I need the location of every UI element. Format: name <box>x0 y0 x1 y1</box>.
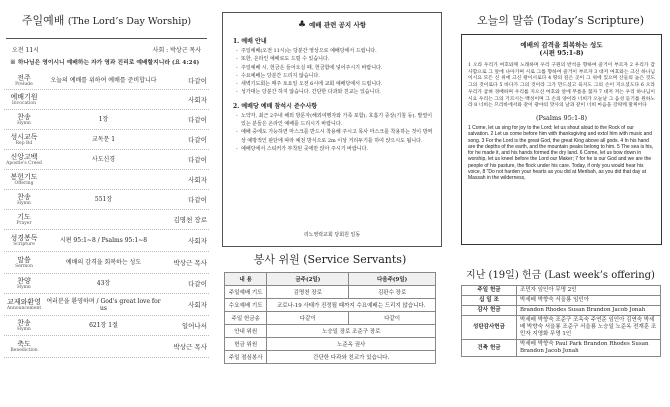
order-label-en: Prelude <box>15 81 33 87</box>
scripture-box <box>461 34 662 245</box>
table-cell: 수요예배 기도 <box>225 299 267 312</box>
order-row <box>4 150 209 170</box>
offering-category: 주일 헌금 <box>462 286 517 296</box>
order-label-en: Hymn <box>17 201 31 206</box>
order-label <box>4 74 44 87</box>
order-person: 다같이 <box>188 280 207 288</box>
order-content: 621장 1절 <box>89 322 118 329</box>
order-label-en: Offering <box>14 181 34 186</box>
offering-title: 지난 (19일) 헌금 (Last week’s offering) <box>466 270 655 281</box>
order-content: 시편 95:1~8 / Psalms 95:1~8 <box>59 237 148 244</box>
scripture-heading-text: 예배의 감격을 회복하는 성도 <box>520 41 603 49</box>
table-cell: 주일 점심봉사 <box>225 351 267 364</box>
table-cell: 주일예배 기도 <box>225 286 267 299</box>
notice-item: - 새벽기도회는 매주 토요일 오전 6시에 교회 예배당에서 드립니다. <box>241 80 435 88</box>
table-cell: 헌금 위원 <box>225 338 267 351</box>
order-label <box>4 340 44 353</box>
order-label-en: Hymn <box>17 285 31 290</box>
order-label-ko: 신앙고백 <box>10 153 38 161</box>
table-row <box>462 286 661 296</box>
table-row <box>462 340 661 357</box>
order-label-ko: 찬양 <box>17 277 31 285</box>
scripture-title: 오늘의 말씀 (Today’s Scripture) <box>476 14 645 27</box>
scripture-heading <box>462 35 661 57</box>
order-person: 일어나서 <box>181 322 207 330</box>
order-row <box>4 252 209 274</box>
notice-item: - 주일예배(오전 11시)는 당분간 영상으로 예배당에서 드립니다. <box>241 47 435 55</box>
worship-panel <box>0 0 213 407</box>
table-row <box>225 351 436 364</box>
table-row <box>462 306 661 316</box>
scripture-panel <box>451 0 670 407</box>
notice-item: - 노약자, 최근 2주내 해외 방문자(해외여행자와 가족 포함), 호흡기 증상(기침 등), 발열이 있는 분들은 온라인 예배를 드리시기 바랍니다. <box>241 112 435 129</box>
notice-item: - 수요예배는 당분간 드리지 않습니다. <box>241 72 435 80</box>
table-cell: 다같이 <box>349 312 436 325</box>
table-row <box>225 312 436 325</box>
offering-category: 성탄감사헌금 <box>462 316 517 340</box>
order-person: 다같이 <box>188 136 207 144</box>
order-label-en: Rep Rd <box>15 141 33 146</box>
order-label <box>4 213 44 226</box>
order-row <box>4 294 209 316</box>
order-row <box>4 336 209 358</box>
table-header-cell: 금주(2일) <box>267 273 349 286</box>
order-person: 다같이 <box>188 76 207 85</box>
table-cell: 안내 위원 <box>225 325 267 338</box>
order-label <box>4 193 44 206</box>
order-label <box>4 173 44 186</box>
scripture-text-ko: 1 오라 우리가 여호와께 노래하며 우리 구원의 반석을 향하여 즐거이 부르자 2 우리가 감사함으로 그 앞에 나아가며 시로 그를 향하여 즐거이 부르자 3 대저 여호와는 크신 하나님이시요 모든 신 위에 크신 왕이시로다 4 땅의 깊은 곳이 그 위에 있으며 산들의 높은 것도 그의 것이로다 5 바다가 그의 것이라 그가 만드셨고 육지도 그의 손이 지으셨도다 6 오라 우리가 굽혀 경배하며 우리를 지으신 여호와 앞에 무릎을 꿇자 7 대저 저는 우리 하나님이시요 우리는 그의 기르시는 백성이며 그 손의 양이라 너희가 오늘날 그 음성 듣기를 원하노라 8 너희는 므리바에서와 같이 광야의 맛사의 날과 같이 너희 마음을 강퍅케 말찌어다 <box>468 63 655 109</box>
order-label-en: Hymn <box>17 121 31 126</box>
order-label-en: Announcement <box>6 306 42 311</box>
notice-panel <box>216 0 444 407</box>
order-label-ko: 찬송 <box>17 113 31 121</box>
notice-item: - 예배 중에도 가능하면 마스크를 반드시 착용해 주시고 목사 마스크를 착용하는 것이 방역상 예방적인 판단에 따라 예전 방식으로 2m 이상 거리두기를 하여 앉으시도 됩니다. <box>241 128 435 145</box>
offering-category: 감사 헌금 <box>462 306 517 316</box>
table-row <box>225 325 436 338</box>
order-label-ko: 전주 <box>17 73 31 82</box>
order-label-en: Benediction <box>10 348 38 353</box>
offering-names: Brandon Rhodes Susan Brandon Jacob Jonah <box>517 306 661 316</box>
order-list <box>0 71 213 358</box>
order-label-ko: 봉헌기도 <box>10 173 38 181</box>
scripture-ref-ko: (시편 95:1-8) <box>539 49 584 57</box>
table-cell: 주일 헌금송 <box>225 312 267 325</box>
order-row <box>4 170 209 190</box>
order-person: 박상근 목사 <box>173 259 207 267</box>
order-person: 다같이 <box>188 156 207 164</box>
notice-footer: 리노영락교회 당회원 일동 <box>303 232 361 238</box>
table-cell: 노승일 장로 조준구 장로 <box>267 325 436 338</box>
order-person: 다같이 <box>188 196 207 204</box>
scripture-text-en: 1 Come, let us sing for joy to the Lord; let us shout aloud to the Rock of our salvation. 2 Let us come before him with thanksgiving and extol him with music and song. 3 For the Lord is the great God, the great King above all gods. 4 In his hand are the depths of the earth, and the mountain peaks belong to him. 5 The sea is his, for he made it, and his hands formed the dry land. 6 Come, let us bow down in worship, let us kneel before the Lord our Maker; 7 for he is our God and we are the people of his pasture, the flock under his care. Today, if only you would hear his voice, 8 "Do not harden your hearts as you did at Meribah, as you did that day at Massah in the wilderness, <box>468 124 654 182</box>
table-cell: 김명천 장로 <box>267 286 349 299</box>
offering-names: 박세배 박향숙 조준구 조옥숙 주연준 임인아 김연숙 박세배 박향숙 서을룡 조준구 서을룡 노승일 노준옥 전재훈 조민자 지영화 무명 1인 <box>517 316 661 340</box>
offering-names: 박세배 박향숙 서을룡 임인아 <box>517 296 661 306</box>
order-person: 김명천 장로 <box>173 216 207 224</box>
order-row <box>4 230 209 252</box>
order-label-en: Hymn <box>17 327 31 332</box>
table-cell: 간단한 다과와 친교가 있습니다. <box>267 351 436 364</box>
order-label <box>4 113 44 126</box>
order-row <box>4 210 209 230</box>
table-header-cell: 내 용 <box>225 273 267 286</box>
order-person: 사회자 <box>188 176 207 184</box>
order-label <box>4 256 44 269</box>
order-label <box>4 93 44 106</box>
offering-category: 건축 헌금 <box>462 340 517 357</box>
order-row <box>4 90 209 110</box>
notice-item: - 주일예배 시, 헌금은 들어오실 때, 헌금함에 넣어주시기 바랍니다. <box>241 64 435 72</box>
order-person: 다같이 <box>188 116 207 124</box>
order-label-ko: 기도 <box>17 213 31 221</box>
order-content: 여러분을 환영하며 / God's great love for us <box>46 297 161 312</box>
notice-heading <box>223 13 441 32</box>
order-label-en: Apostle's Creed <box>6 161 42 166</box>
order-content: 예배의 감격을 회복하는 성도 <box>65 259 142 266</box>
worship-presider: 사회 : 박상근 목사 <box>152 47 201 54</box>
order-content: 551장 <box>94 196 113 203</box>
order-content: 1장 <box>98 116 109 123</box>
table-cell: 코로나-19 사태가 진정될 때까지 수요예배는 드리지 않습니다. <box>267 299 436 312</box>
notice-section-2-list <box>223 112 441 153</box>
table-row <box>225 299 436 312</box>
table-row <box>225 286 436 299</box>
table-header-cell: 다음주(9일) <box>349 273 436 286</box>
order-label-en: Invocation <box>12 101 36 106</box>
offering-category: 십 일 조 <box>462 296 517 306</box>
order-person: 박상근 목사 <box>173 343 207 351</box>
servants-table <box>224 272 436 364</box>
order-label-en: Scripture <box>13 242 35 247</box>
worship-title <box>0 0 213 38</box>
table-row <box>462 316 661 340</box>
order-label-ko: 성시교독 <box>10 133 38 141</box>
table-cell: 노준옥 권사 <box>267 338 436 351</box>
table-row <box>225 338 436 351</box>
order-content: 교독문 1 <box>91 136 116 143</box>
order-label <box>4 298 44 311</box>
notice-item: - 성가대는 당분간 하지 않습니다. 간단한 다과와 친교는 있습니다. <box>241 88 435 96</box>
order-label-ko: 성경봉독 <box>10 234 38 242</box>
order-content: 오늘의 예배를 위하여 예배를 준비합니다 <box>50 76 157 84</box>
order-label <box>4 234 44 247</box>
notice-box <box>222 12 442 247</box>
order-row <box>4 110 209 130</box>
table-cell: 김판수 장로 <box>349 286 436 299</box>
order-row <box>4 316 209 336</box>
table-row <box>462 296 661 306</box>
order-row <box>4 190 209 210</box>
notice-heading-text: 예배 관련 공지 사항 <box>309 21 367 29</box>
notice-section-1-list <box>223 47 441 97</box>
club-suit-icon: ♣ <box>297 20 307 30</box>
order-person: 사회자 <box>188 96 207 104</box>
order-label-en: Sermon <box>15 264 33 269</box>
order-content: 43장 <box>96 280 111 287</box>
order-label-ko: 찬송 <box>17 319 31 327</box>
worship-title-en: (The Lord’s Day Worship) <box>67 16 192 27</box>
scripture-ref-en: (Psalms 95:1-8) <box>535 113 588 122</box>
order-label-en: Prayer <box>16 221 32 226</box>
order-label-ko: 말씀 <box>17 256 31 264</box>
table-cell: 다같이 <box>267 312 349 325</box>
order-label-ko: 교제와환영 <box>7 298 41 306</box>
worship-verse: ※ 하나님은 영이시니 예배하는 자가 영과 진리로 예배할지니라 (요 4:24) <box>10 60 200 66</box>
order-label <box>4 319 44 332</box>
order-label-ko: 축도 <box>17 340 31 348</box>
table-header-row <box>225 273 436 286</box>
worship-time: 오전 11시 <box>12 47 39 54</box>
notice-item: - 예배당에서 스티커가 부착된 곳에만 앉아 주시기 바랍니다. <box>241 145 435 153</box>
offering-names: 조민자 임인아 무명 2인 <box>517 286 661 296</box>
order-row <box>4 130 209 150</box>
order-row <box>4 274 209 294</box>
order-row <box>4 71 209 90</box>
notice-section-2-title: 2. 예배당 예배 참석시 준수사항 <box>233 102 318 110</box>
order-content: 사도신경 <box>91 156 116 163</box>
notice-section-1-title: 1. 예배 안내 <box>233 38 267 45</box>
worship-meta <box>0 39 213 57</box>
worship-title-ko: 주일예배 <box>21 14 65 27</box>
order-label-ko: 찬송 <box>17 193 31 201</box>
order-label <box>4 133 44 146</box>
offering-names: 박세배 박향숙 Paul Park Brandon Rhodes Susan Brandon Jacob Jonah <box>517 340 661 357</box>
order-label <box>4 277 44 290</box>
order-person: 사회자 <box>188 301 207 309</box>
offering-table <box>461 285 661 357</box>
notice-item: - 또한, 온라인 예배로도 드릴 수 있습니다. <box>241 55 435 63</box>
order-label <box>4 153 44 166</box>
order-person: 사회자 <box>188 237 207 245</box>
servants-title: 봉사 위원 (Service Servants) <box>253 253 407 266</box>
order-label-ko: 예배기원 <box>10 93 38 101</box>
